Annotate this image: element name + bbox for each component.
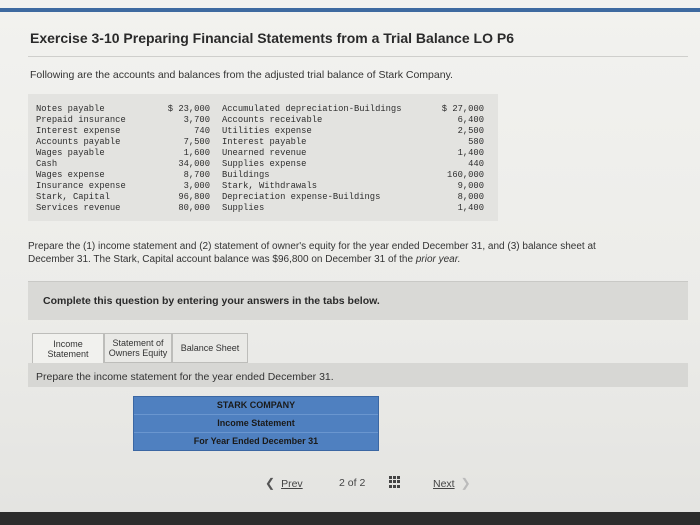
account-amount: 96,800 xyxy=(178,192,210,202)
complete-question-text: Complete this question by entering your answers in the tabs below. xyxy=(43,295,380,307)
account-name: Interest expense xyxy=(36,126,121,136)
account-amount: 3,700 xyxy=(183,115,210,125)
prev-button[interactable] xyxy=(265,474,303,492)
account-amount: 440 xyxy=(468,159,484,169)
table-row xyxy=(28,104,498,115)
tab-label: Balance Sheet xyxy=(180,343,240,353)
table-row xyxy=(28,115,498,126)
chevron-left-icon: ❮ xyxy=(265,476,276,490)
account-name: Stark, Capital xyxy=(36,192,110,202)
account-amount: $ 27,000 xyxy=(441,104,484,114)
account-amount: 1,600 xyxy=(183,148,210,158)
account-name: Notes payable xyxy=(36,104,105,114)
next-label: Next xyxy=(433,478,455,490)
table-row xyxy=(28,192,498,203)
instructions-text xyxy=(28,240,688,266)
page-indicator xyxy=(339,474,365,492)
table-row xyxy=(28,137,498,148)
account-amount: 9,000 xyxy=(457,181,484,191)
account-amount: 3,000 xyxy=(183,181,210,191)
table-row xyxy=(28,203,498,214)
page-total: 2 xyxy=(359,477,366,489)
account-amount: 740 xyxy=(194,126,210,136)
account-name: Unearned revenue xyxy=(222,148,307,158)
page-of: of xyxy=(347,477,357,489)
account-amount: $ 23,000 xyxy=(167,104,210,114)
complete-question-banner xyxy=(28,281,688,320)
account-amount: 2,500 xyxy=(457,126,484,136)
table-row xyxy=(28,159,498,170)
table-row xyxy=(28,148,498,159)
account-amount: 80,000 xyxy=(178,203,210,213)
instructions-line-2 xyxy=(28,253,688,266)
page-current: 2 xyxy=(339,477,345,489)
account-name: Buildings xyxy=(222,170,270,180)
account-name: Cash xyxy=(36,159,58,169)
prev-label: Prev xyxy=(281,478,303,490)
tab-label-line: Statement of xyxy=(112,338,164,348)
trial-balance-table xyxy=(28,94,498,221)
account-name: Stark, Withdrawals xyxy=(222,181,318,191)
tab-label xyxy=(47,339,88,359)
account-amount: 8,000 xyxy=(457,192,484,202)
instructions-emphasis: prior year. xyxy=(415,254,461,265)
table-row xyxy=(28,126,498,137)
table-row xyxy=(28,181,498,192)
account-name: Accounts receivable xyxy=(222,115,323,125)
company-name: STARK COMPANY xyxy=(134,397,378,415)
account-amount: 160,000 xyxy=(447,170,484,180)
instructions-line-2-text: December 31. The Stark, Capital account balance was $96,800 on December 31 of the xyxy=(28,254,416,265)
account-amount: 34,000 xyxy=(178,159,210,169)
tab-prompt-text: Prepare the income statement for the year ended December 31. xyxy=(36,371,334,383)
account-name: Insurance expense xyxy=(36,181,126,191)
chevron-right-icon: ❯ xyxy=(460,476,471,490)
account-amount: 8,700 xyxy=(183,170,210,180)
tab-balance-sheet[interactable] xyxy=(172,333,248,363)
account-name: Accumulated depreciation-Buildings xyxy=(222,104,402,114)
account-amount: 580 xyxy=(468,137,484,147)
exercise-title: Exercise 3-10 Preparing Financial Statements from a Trial Balance LO P6 xyxy=(30,30,514,46)
answer-tabs xyxy=(32,333,248,363)
tab-income-statement[interactable] xyxy=(32,333,104,363)
statement-name: Income Statement xyxy=(134,415,378,433)
tab-label xyxy=(109,338,168,358)
account-amount: 7,500 xyxy=(183,137,210,147)
tab-label-line: Owners Equity xyxy=(108,348,168,358)
account-name: Supplies expense xyxy=(222,159,307,169)
account-name: Interest payable xyxy=(222,137,307,147)
table-row xyxy=(28,170,498,181)
account-amount: 1,400 xyxy=(457,148,484,158)
statement-period: For Year Ended December 31 xyxy=(193,436,319,446)
top-accent-bar xyxy=(0,8,700,12)
account-amount: 1,400 xyxy=(457,203,484,213)
account-amount: 6,400 xyxy=(457,115,484,125)
account-name: Wages payable xyxy=(36,148,105,158)
account-name: Depreciation expense-Buildings xyxy=(222,192,381,202)
tab-label-line: Income xyxy=(53,338,83,349)
account-name: Accounts payable xyxy=(36,137,121,147)
tab-label-line: Statement xyxy=(47,348,89,359)
next-button[interactable] xyxy=(433,474,471,492)
tab-prompt-bar xyxy=(28,363,688,387)
income-statement-header xyxy=(133,396,379,451)
grid-menu-icon[interactable] xyxy=(389,476,401,488)
tab-statement-of-owners-equity[interactable] xyxy=(104,333,172,363)
account-name: Wages expense xyxy=(36,170,105,180)
account-name: Services revenue xyxy=(36,203,121,213)
intro-text: Following are the accounts and balances from the adjusted trial balance of Stark Company. xyxy=(30,69,453,81)
account-name: Supplies xyxy=(222,203,265,213)
title-divider xyxy=(28,56,688,57)
account-name: Utilities expense xyxy=(222,126,312,136)
instructions-line-1: Prepare the (1) income statement and (2) statement of owner's equity for the year ended December 31, and (3) balance sheet at xyxy=(28,241,596,252)
account-name: Prepaid insurance xyxy=(36,115,126,125)
